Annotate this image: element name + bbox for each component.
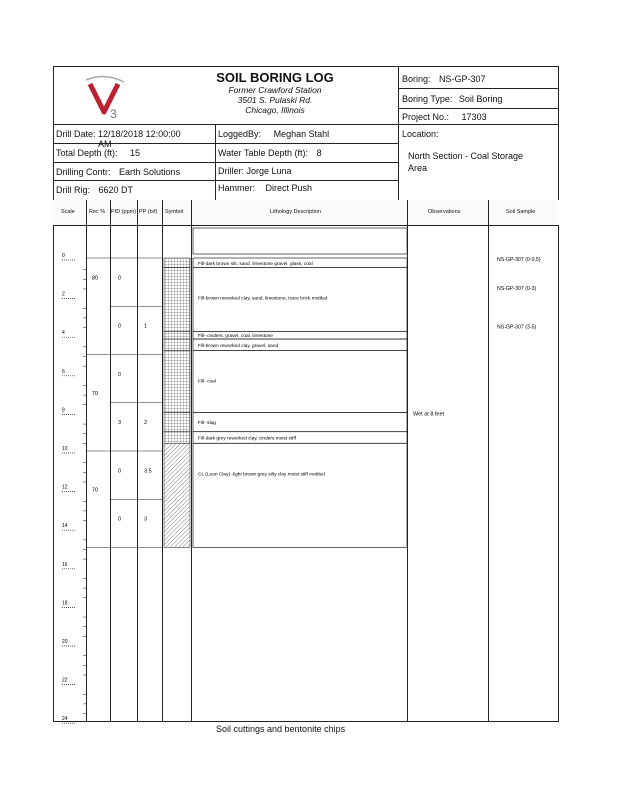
col-header-lithology: Lithology Description bbox=[270, 209, 322, 215]
hammer-value: Direct Push bbox=[265, 183, 313, 193]
depth-tick-label: 18 bbox=[62, 600, 68, 607]
pp-value: 3 bbox=[144, 516, 148, 523]
col-header-scale: Scale bbox=[61, 209, 75, 215]
lithology-description: Fill- coal bbox=[198, 379, 216, 385]
rec-value: 70 bbox=[92, 487, 99, 494]
observation-text: Wet at 8 feet bbox=[413, 411, 445, 418]
lithology-symbol bbox=[164, 331, 190, 339]
boring-type-value: Soil Boring bbox=[458, 94, 503, 104]
depth-tick-label: 6 bbox=[62, 368, 65, 375]
drill-date-label: Drill Date: bbox=[56, 129, 96, 139]
lithology-description: Fill- slag bbox=[198, 421, 216, 427]
lithology-symbol bbox=[164, 412, 190, 431]
soil-sample-label: NS-GP-307 (3-5) bbox=[497, 324, 537, 331]
pp-value: 3.5 bbox=[144, 468, 152, 475]
rec-value: 70 bbox=[92, 391, 99, 398]
lithology-symbol bbox=[164, 339, 190, 351]
project-label: Project No.: bbox=[402, 112, 450, 122]
col-header-observations: Observations bbox=[428, 209, 461, 215]
logged-by-label: LoggedBy: bbox=[218, 129, 262, 139]
drill-date-ampm: AM bbox=[98, 139, 112, 149]
boring-value: NS-GP-307 bbox=[439, 74, 486, 84]
rec-value: 80 bbox=[92, 275, 99, 282]
water-table-value: 8 bbox=[316, 148, 322, 158]
site-line-3: Chicago, Illinois bbox=[245, 105, 305, 115]
depth-tick-label: 8 bbox=[62, 407, 65, 414]
col-header-pid: PID (ppm) bbox=[111, 209, 137, 215]
location-value-2: Area bbox=[408, 163, 428, 173]
lithology-description: Fill-dark brown silt, sand, limestone gravel, glass, coal bbox=[198, 261, 313, 267]
lithology-row bbox=[193, 412, 407, 431]
boring-label: Boring: bbox=[402, 74, 431, 84]
total-depth-value: 15 bbox=[130, 148, 141, 158]
lithology-description: Fill-dark grey reworked clay, cinders moist stiff bbox=[198, 436, 296, 442]
depth-tick-label: 12 bbox=[62, 484, 68, 491]
depth-tick-label: 10 bbox=[62, 446, 68, 452]
pid-value: 0 bbox=[118, 371, 122, 378]
depth-tick-label: 2 bbox=[62, 291, 65, 298]
lithology-symbol bbox=[164, 432, 190, 444]
depth-tick-label: 20 bbox=[62, 639, 68, 645]
col-header-soil-sample: Soil Sample bbox=[506, 209, 536, 215]
lithology-description: Fill- cinders, gravel, coal, limestone bbox=[198, 334, 273, 340]
location-value-1: North Section - Coal Storage bbox=[408, 151, 524, 161]
col-header-pp: PP (tsf) bbox=[139, 209, 158, 215]
site-line-2: 3501 S. Pulaski Rd. bbox=[237, 95, 313, 105]
lithology-description: Fill-brown reworked clay, gravel, sand bbox=[198, 343, 279, 349]
soil-sample-label: NS-GP-307 (0-3) bbox=[497, 285, 537, 292]
pid-value: 0 bbox=[118, 323, 122, 330]
pp-value: 2 bbox=[144, 420, 148, 427]
lithology-symbol bbox=[164, 258, 190, 268]
lithology-description: CL (Lean Clay) -light brown grey silty clay moist stiff mottled bbox=[198, 472, 325, 478]
soil-sample-label: NS-GP-307 (0-0.5) bbox=[497, 257, 541, 263]
drill-rig-value: 6620 DT bbox=[98, 185, 134, 195]
log-title: SOIL BORING LOG bbox=[216, 70, 334, 85]
logged-by-value: Meghan Stahl bbox=[273, 129, 330, 139]
lithology-description: Fill-brown reworked clay, sand, limestone, trace brick mottled bbox=[198, 296, 328, 302]
pid-value: 0 bbox=[118, 275, 122, 282]
drill-rig-label: Drill Rig: bbox=[56, 185, 91, 195]
location-label: Location: bbox=[402, 129, 439, 139]
lithology-top-box bbox=[193, 228, 407, 254]
lithology-row bbox=[193, 443, 407, 547]
hammer-label: Hammer: bbox=[218, 183, 256, 193]
project-value: 17303 bbox=[461, 112, 487, 122]
water-table-label: Water Table Depth (ft): bbox=[218, 148, 309, 158]
pid-value: 0 bbox=[118, 468, 122, 475]
lithology-symbol bbox=[164, 351, 190, 413]
lithology-symbol bbox=[164, 268, 190, 332]
depth-tick-label: 24 bbox=[62, 716, 68, 723]
pid-value: 0 bbox=[118, 516, 122, 523]
lithology-symbol bbox=[164, 443, 190, 547]
depth-tick-label: 14 bbox=[62, 523, 68, 530]
boring-type-label: Boring Type: bbox=[402, 94, 453, 104]
driller-value: Jorge Luna bbox=[246, 166, 292, 176]
col-header-symbol: Symbol bbox=[165, 209, 184, 215]
lithology-row bbox=[193, 351, 407, 413]
site-line-1: Former Crawford Station bbox=[228, 85, 322, 95]
col-header-rec: Rec % bbox=[89, 209, 106, 215]
drilling-contr-value: Earth Solutions bbox=[119, 167, 181, 177]
depth-tick-label: 22 bbox=[62, 677, 68, 684]
total-depth-label: Total Depth (ft): bbox=[56, 148, 118, 158]
drilling-contr-label: Drilling Contr: bbox=[56, 167, 111, 177]
pid-value: 3 bbox=[118, 420, 122, 427]
depth-tick-label: 4 bbox=[62, 330, 65, 337]
drill-date-value: 12/18/2018 12:00:00 bbox=[98, 129, 181, 139]
depth-tick-label: 0 bbox=[62, 253, 65, 259]
svg-text:3: 3 bbox=[110, 107, 117, 120]
depth-tick-label: 16 bbox=[62, 561, 68, 568]
footer-note: Soil cuttings and bentonite chips bbox=[216, 724, 346, 734]
pp-value: 1 bbox=[144, 323, 148, 330]
driller-label: Driller: bbox=[218, 166, 244, 176]
